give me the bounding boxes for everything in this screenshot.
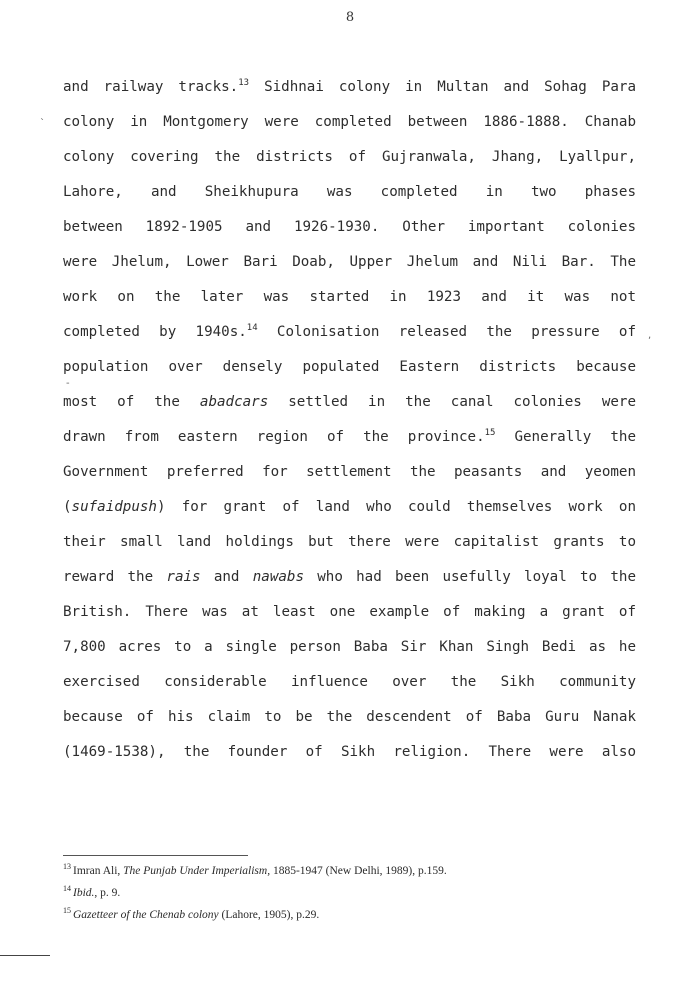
body-text bbox=[63, 75, 636, 775]
italic-term: rais bbox=[166, 569, 201, 585]
footnote-14: $^{14}$ Ibid., p. 9. bbox=[63, 884, 121, 899]
margin-mark: ` bbox=[40, 118, 45, 129]
footnote-13: $^{13}$ Imran Ali, The Punjab Under Imperialism, 1885-1947 (New Delhi, 1989), p.159. bbox=[63, 862, 447, 877]
footnote-divider bbox=[63, 855, 248, 856]
footnotes bbox=[63, 862, 663, 928]
text-line: Lahore, and Sheikhupura was completed in two phases bbox=[63, 184, 636, 200]
footnote-ref: 13 bbox=[238, 78, 250, 88]
text-line: exercised considerable influence over the Sikh community bbox=[63, 674, 636, 690]
italic-term: abadcars bbox=[199, 394, 269, 410]
footnote-ref: 14 bbox=[246, 323, 258, 333]
margin-mark: , bbox=[648, 330, 652, 341]
footnote-ref: 15 bbox=[484, 428, 496, 438]
text-line: drawn from eastern region of the province.$^{15}$ Generally the bbox=[63, 428, 636, 445]
margin-mark: - bbox=[66, 378, 70, 389]
text-line: (1469-1538), the founder of Sikh religion. There were also bbox=[63, 744, 636, 760]
italic-term: sufaidpush bbox=[71, 499, 157, 515]
page-number: 8 bbox=[345, 10, 355, 25]
text-line: completed by 1940s.$^{14}$ Colonisation released the pressure of bbox=[63, 323, 636, 340]
text-line: Government preferred for settlement the peasants and yeomen bbox=[63, 464, 636, 480]
text-line: British. There was at least one example of making a grant of bbox=[63, 604, 636, 620]
footnote-15: $^{15}$ Gazetteer of the Chenab colony (Lahore, 1905), p.29. bbox=[63, 906, 320, 921]
text-line: and railway tracks.$^{13}$ Sidhnai colony in Multan and Sohag Para bbox=[63, 78, 636, 95]
text-line: because of his claim to be the descendent of Baba Guru Nanak bbox=[63, 709, 636, 725]
page-edge-rule bbox=[0, 955, 50, 956]
text-line: work on the later was started in 1923 and it was not bbox=[63, 289, 636, 305]
text-line: population over densely populated Eastern districts because bbox=[63, 359, 636, 375]
text-line: reward the rais and nawabs who had been usefully loyal to the bbox=[63, 569, 636, 585]
text-line: 7,800 acres to a single person Baba Sir Khan Singh Bedi as he bbox=[63, 639, 636, 655]
text-line: their small land holdings but there were capitalist grants to bbox=[63, 534, 636, 550]
text-line: most of the abadcars settled in the canal colonies were bbox=[63, 394, 636, 410]
text-line: were Jhelum, Lower Bari Doab, Upper Jhelum and Nili Bar. The bbox=[63, 254, 636, 270]
text-line: between 1892-1905 and 1926-1930. Other important colonies bbox=[63, 219, 636, 235]
text-line: (sufaidpush) for grant of land who could themselves work on bbox=[63, 499, 636, 515]
text-line: colony covering the districts of Gujranwala, Jhang, Lyallpur, bbox=[63, 149, 636, 165]
text-line: colony in Montgomery were completed between 1886-1888. Chanab bbox=[63, 114, 636, 130]
italic-term: nawabs bbox=[252, 569, 304, 585]
